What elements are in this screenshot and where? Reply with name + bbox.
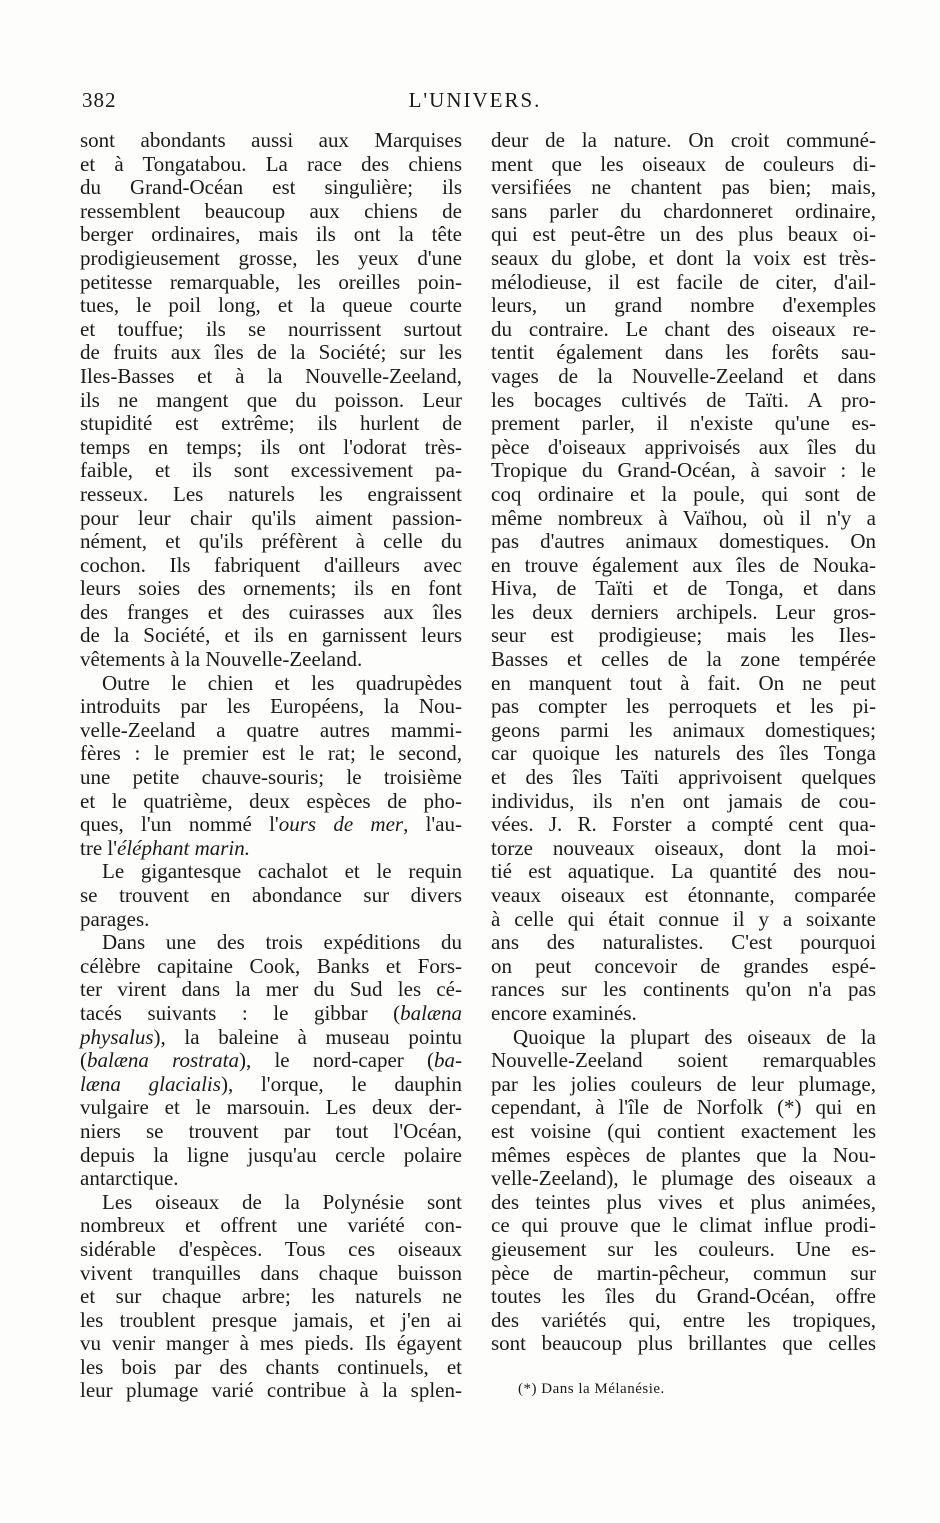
text-line bbox=[491, 1002, 876, 1026]
text-line bbox=[491, 1026, 876, 1050]
text-line: leurs, un grand nombre d'exemples bbox=[491, 293, 876, 318]
italic-text: læna glacialis bbox=[80, 1071, 221, 1096]
text-line: leur plumage varié contribue à la splen- bbox=[80, 1378, 462, 1403]
text-line: pèce d'oiseaux apprivoisés aux îles du bbox=[491, 434, 876, 459]
text-line: en manquent tout à fait. On ne peut bbox=[491, 670, 876, 695]
text-line: et à Tongatabou. La race des chiens bbox=[80, 151, 462, 176]
text-line: se trouvent en abondance sur divers bbox=[80, 883, 462, 907]
text-line: berger ordinaires, mais ils ont la tête bbox=[80, 222, 462, 247]
text-segment: , l'au- bbox=[403, 812, 462, 837]
text-line: mélodieuse, il est facile de citer, d'ail- bbox=[491, 269, 876, 294]
text-line: Tropique du Grand-Océan, à savoir : le bbox=[491, 458, 876, 483]
text-line: les deux derniers archipels. Leur gros- bbox=[491, 599, 876, 624]
text-line: mêmes espèces de plantes que la Nou- bbox=[491, 1142, 876, 1167]
text-line: sont beaucoup plus brillantes que celles bbox=[491, 1331, 876, 1356]
text-segment: Les oiseaux de la Polynésie sont bbox=[102, 1189, 462, 1214]
text-line: prement parler, il n'existe qu'une es- bbox=[491, 411, 876, 436]
text-line: seaux du globe, et dont la voix est très- bbox=[491, 245, 876, 270]
text-line: vages de la Nouvelle-Zeeland et dans bbox=[491, 363, 876, 388]
text-line: Iles-Basses et à la Nouvelle-Zeeland, bbox=[80, 363, 462, 388]
text-line bbox=[80, 672, 462, 696]
text-line: deur de la nature. On croit communé- bbox=[491, 128, 876, 152]
text-line: célèbre capitaine Cook, Banks et Fors- bbox=[80, 953, 462, 978]
italic-text: ours de mer bbox=[278, 812, 404, 837]
text-line: ans des naturalistes. C'est pourquoi bbox=[491, 930, 876, 955]
text-line: tentit également dans les forêts sau- bbox=[491, 340, 876, 365]
text-line: et des îles Taïti apprivoisent quelques bbox=[491, 765, 876, 790]
text-line: pas compter les perroquets et les pi- bbox=[491, 694, 876, 719]
text-segment: tre l' bbox=[80, 835, 118, 860]
text-line: coq ordinaire et la poule, qui sont de bbox=[491, 481, 876, 506]
text-line: seur est prodigieuse; mais les Iles- bbox=[491, 623, 876, 648]
text-line: prodigieusement grosse, les yeux d'une bbox=[80, 245, 462, 270]
text-segment: ), la baleine à museau pointu bbox=[153, 1024, 462, 1049]
running-title: L'UNIVERS. bbox=[408, 88, 542, 112]
text-line: vivent tranquilles dans chaque buisson bbox=[80, 1260, 462, 1285]
italic-text: éléphant marin. bbox=[117, 835, 251, 860]
text-line: nombreux et offrent une variété con- bbox=[80, 1213, 462, 1238]
text-line: de la Société, et ils en garnissent leurs bbox=[80, 623, 462, 648]
italic-text: balæna bbox=[400, 1000, 462, 1025]
text-segment: ( bbox=[80, 1048, 87, 1073]
text-line: de fruits aux îles de la Société; sur les bbox=[80, 340, 462, 365]
text-line bbox=[80, 1002, 462, 1026]
text-line: par les jolies couleurs de leur plumage, bbox=[491, 1071, 876, 1096]
text-line bbox=[80, 837, 462, 861]
text-line: petitesse remarquable, les oreilles poin- bbox=[80, 269, 462, 294]
text-line: pas d'autres animaux domestiques. On bbox=[491, 529, 876, 554]
text-line: vu venir manger à mes pieds. Ils égayent bbox=[80, 1331, 462, 1356]
text-line: ils ne mangent que du poisson. Leur bbox=[80, 387, 462, 412]
text-line: une petite chauve-souris; le troisième bbox=[80, 765, 462, 790]
text-line: depuis la ligne jusqu'au cercle polaire bbox=[80, 1142, 462, 1167]
text-line: versifiées ne chantent pas bien; mais, bbox=[491, 175, 876, 200]
text-line: sont abondants aussi aux Marquises bbox=[80, 128, 462, 152]
text-line: temps en temps; ils ont l'odorat très- bbox=[80, 434, 462, 459]
text-segment: vêtements à la Nouvelle-Zeeland. bbox=[80, 647, 363, 672]
text-segment: parages. bbox=[80, 906, 150, 931]
footnote: (*) Dans la Mélanésie. bbox=[518, 1381, 665, 1397]
text-line: Hiva, de Taïti et de Tonga, et dans bbox=[491, 576, 876, 601]
text-line: velle-Zeeland), le plumage des oiseaux a bbox=[491, 1166, 876, 1191]
text-line: on peut concevoir de grandes espé- bbox=[491, 953, 876, 978]
italic-text: balæna rostrata bbox=[87, 1048, 239, 1073]
text-line: faible, et ils sont excessivement pa- bbox=[80, 458, 462, 483]
text-line: est voisine (qui contient exactement les bbox=[491, 1118, 876, 1143]
text-line: ce qui prouve que le climat influe prodi- bbox=[491, 1213, 876, 1238]
page-number: 382 bbox=[82, 88, 117, 112]
text-line: nément, et qu'ils préfèrent à celle du bbox=[80, 529, 462, 554]
text-line: rances sur les continents qu'on n'a pas bbox=[491, 977, 876, 1002]
text-line: en trouve également aux îles de Nouka- bbox=[491, 552, 876, 577]
text-line: torze nouveaux oiseaux, dont la moi- bbox=[491, 835, 876, 860]
text-line: vulgaire et le marsouin. Les deux der- bbox=[80, 1095, 462, 1120]
text-line bbox=[80, 1167, 462, 1191]
text-line: des teintes plus vives et plus animées, bbox=[491, 1189, 876, 1214]
text-segment: Quoique la plupart des oiseaux de la bbox=[513, 1024, 876, 1049]
text-line: des franges et des cuirasses aux îles bbox=[80, 599, 462, 624]
text-segment: antarctique. bbox=[80, 1166, 179, 1191]
text-segment: Dans une des trois expéditions du bbox=[102, 930, 462, 955]
text-line: les troublent presque jamais, et j'en ai bbox=[80, 1307, 462, 1332]
text-line: cochon. Ils fabriquent d'ailleurs avec bbox=[80, 552, 462, 577]
text-column-right bbox=[491, 129, 876, 1356]
text-column-left bbox=[80, 129, 462, 1403]
text-line: fères : le premier est le rat; le second, bbox=[80, 741, 462, 766]
text-line: toutes les îles du Grand-Océan, offre bbox=[491, 1284, 876, 1309]
text-line bbox=[80, 813, 462, 837]
text-segment: encore examinés. bbox=[491, 1000, 637, 1025]
text-line bbox=[80, 931, 462, 955]
text-line: et sur chaque arbre; les naturels ne bbox=[80, 1284, 462, 1309]
text-line: et touffue; ils se nourrissent surtout bbox=[80, 316, 462, 341]
text-line: ment que les oiseaux de couleurs di- bbox=[491, 151, 876, 176]
text-line: pèce de martin-pêcheur, commun sur bbox=[491, 1260, 876, 1285]
text-line: Nouvelle-Zeeland soient remarquables bbox=[491, 1048, 876, 1073]
text-line: vées. J. R. Forster a compté cent qua- bbox=[491, 812, 876, 837]
text-line: veaux oiseaux est étonnante, comparée bbox=[491, 883, 876, 907]
text-line: introduits par les Européens, la Nou- bbox=[80, 694, 462, 719]
italic-text: physalus bbox=[80, 1024, 154, 1049]
text-line bbox=[80, 908, 462, 932]
text-line: car quoique les naturels des îles Tonga bbox=[491, 741, 876, 766]
text-segment: Outre le chien et les quadrupèdes bbox=[102, 670, 462, 695]
text-line: velle-Zeeland a quatre autres mammi- bbox=[80, 717, 462, 742]
text-line: les bois par des chants continuels, et bbox=[80, 1354, 462, 1379]
text-segment: ques, l'un nommé l' bbox=[80, 812, 279, 837]
text-line: et le quatrième, deux espèces de pho- bbox=[80, 788, 462, 813]
text-segment: Le gigantesque cachalot et le requin bbox=[102, 859, 462, 884]
text-line: niers se trouvent par tout l'Océan, bbox=[80, 1118, 462, 1143]
text-segment: ), l'orque, le dauphin bbox=[220, 1071, 462, 1096]
text-line: les bocages cultivés de Taïti. A pro- bbox=[491, 387, 876, 412]
text-line: gieusement sur les couleurs. Une es- bbox=[491, 1236, 876, 1261]
text-line: du Grand-Océan est singulière; ils bbox=[80, 175, 462, 200]
text-line: des variétés qui, entre les tropiques, bbox=[491, 1307, 876, 1332]
text-line: individus, ils n'en ont jamais de cou- bbox=[491, 788, 876, 813]
text-line: qui est peut-être un des plus beaux oi- bbox=[491, 222, 876, 247]
text-line: Basses et celles de la zone tempérée bbox=[491, 647, 876, 672]
text-line: ressemblent beaucoup aux chiens de bbox=[80, 198, 462, 223]
text-line bbox=[80, 1049, 462, 1073]
text-line bbox=[80, 648, 462, 672]
text-line bbox=[80, 1073, 462, 1097]
text-line: du contraire. Le chant des oiseaux re- bbox=[491, 316, 876, 341]
text-line: cependant, à l'île de Norfolk (*) qui en bbox=[491, 1095, 876, 1120]
text-segment: ), le nord-caper ( bbox=[238, 1048, 434, 1073]
text-line bbox=[80, 860, 462, 884]
text-line: même nombreux à Vaïhou, où il n'y a bbox=[491, 505, 876, 530]
text-line: resseux. Les naturels les engraissent bbox=[80, 481, 462, 506]
text-line: sidérable d'espèces. Tous ces oiseaux bbox=[80, 1236, 462, 1261]
text-line bbox=[80, 1026, 462, 1050]
text-line: ter virent dans la mer du Sud les cé- bbox=[80, 977, 462, 1002]
text-segment: tacés suivants : le gibbar ( bbox=[80, 1000, 401, 1025]
text-line: pour leur chair qu'ils aiment passion- bbox=[80, 505, 462, 530]
text-line: geons parmi les animaux domestiques; bbox=[491, 717, 876, 742]
text-line: tues, le poil long, et la queue courte bbox=[80, 293, 462, 318]
text-line: sans parler du chardonneret ordinaire, bbox=[491, 198, 876, 223]
text-line: à celle qui était connue il y a soixante bbox=[491, 906, 876, 931]
italic-text: ba- bbox=[434, 1048, 462, 1073]
text-line bbox=[80, 1191, 462, 1215]
text-line: stupidité est extrême; ils hurlent de bbox=[80, 411, 462, 436]
text-line: leurs soies des ornements; ils en font bbox=[80, 576, 462, 601]
text-line: tié est aquatique. La quantité des nou- bbox=[491, 859, 876, 884]
